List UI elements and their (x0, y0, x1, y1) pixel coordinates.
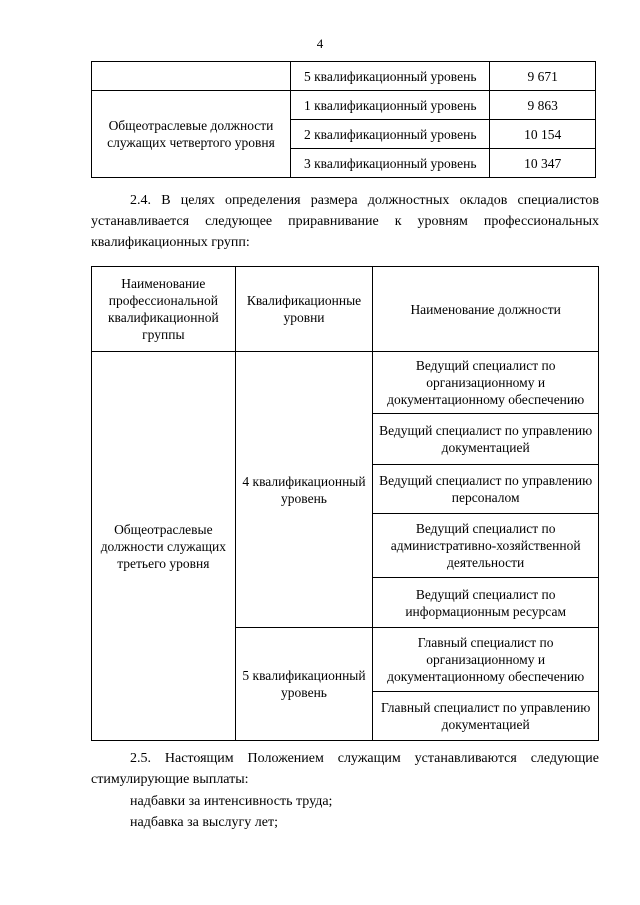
column-header: Квалификационные уровни (235, 267, 373, 352)
paragraph-2-4 (91, 190, 599, 253)
table-row (92, 352, 599, 414)
salary-table (91, 61, 596, 178)
position-name: Ведущий специалист по управлению персоналом (373, 465, 599, 514)
salary-value: 9 671 (490, 62, 596, 91)
column-header: Наименование профессиональной квалификационной группы (92, 267, 236, 352)
position-name: Ведущий специалист по управлению документацией (373, 414, 599, 465)
position-name: Ведущий специалист по информационным ресурсам (373, 578, 599, 628)
table-row (92, 62, 596, 91)
table-header-row (92, 267, 599, 352)
salary-value: 9 863 (490, 91, 596, 120)
page-number: 4 (316, 36, 324, 51)
table-cell-empty (92, 62, 291, 91)
list-item: надбавка за выслугу лет; (130, 815, 278, 830)
qualification-level: 5 квалификационный уровень (291, 62, 490, 91)
qualification-level: 2 квалификационный уровень (291, 120, 490, 149)
qualification-table (91, 266, 599, 741)
position-name: Главный специалист по управлению документацией (373, 692, 599, 741)
qualification-level: 5 квалификационный уровень (235, 628, 373, 741)
group-name: Общеотраслевые должности служащих третьего уровня (92, 352, 236, 741)
qualification-level: 1 квалификационный уровень (291, 91, 490, 120)
table-row (92, 91, 596, 120)
salary-value: 10 154 (490, 120, 596, 149)
list-item: надбавки за интенсивность труда; (130, 794, 333, 809)
position-name: Ведущий специалист по административно-хозяйственной деятельности (373, 514, 599, 578)
salary-value: 10 347 (490, 149, 596, 178)
position-name: Ведущий специалист по организационному и документационному обеспечению (373, 352, 599, 414)
group-name: Общеотраслевые должности служащих четвертого уровня (92, 91, 291, 178)
paragraph-2-5 (91, 748, 599, 790)
qualification-level: 3 квалификационный уровень (291, 149, 490, 178)
paragraph-text: 2.4. В целях определения размера должностных окладов специалистов устанавливается следующее приравнивание к уровням профессиональных квалификационных групп: (91, 193, 599, 250)
qualification-level: 4 квалификационный уровень (235, 352, 373, 628)
position-name: Главный специалист по организационному и документационному обеспечению (373, 628, 599, 692)
paragraph-text: 2.5. Настоящим Положением служащим устанавливаются следующие стимулирующие выплаты: (91, 751, 599, 787)
column-header: Наименование должности (373, 267, 599, 352)
